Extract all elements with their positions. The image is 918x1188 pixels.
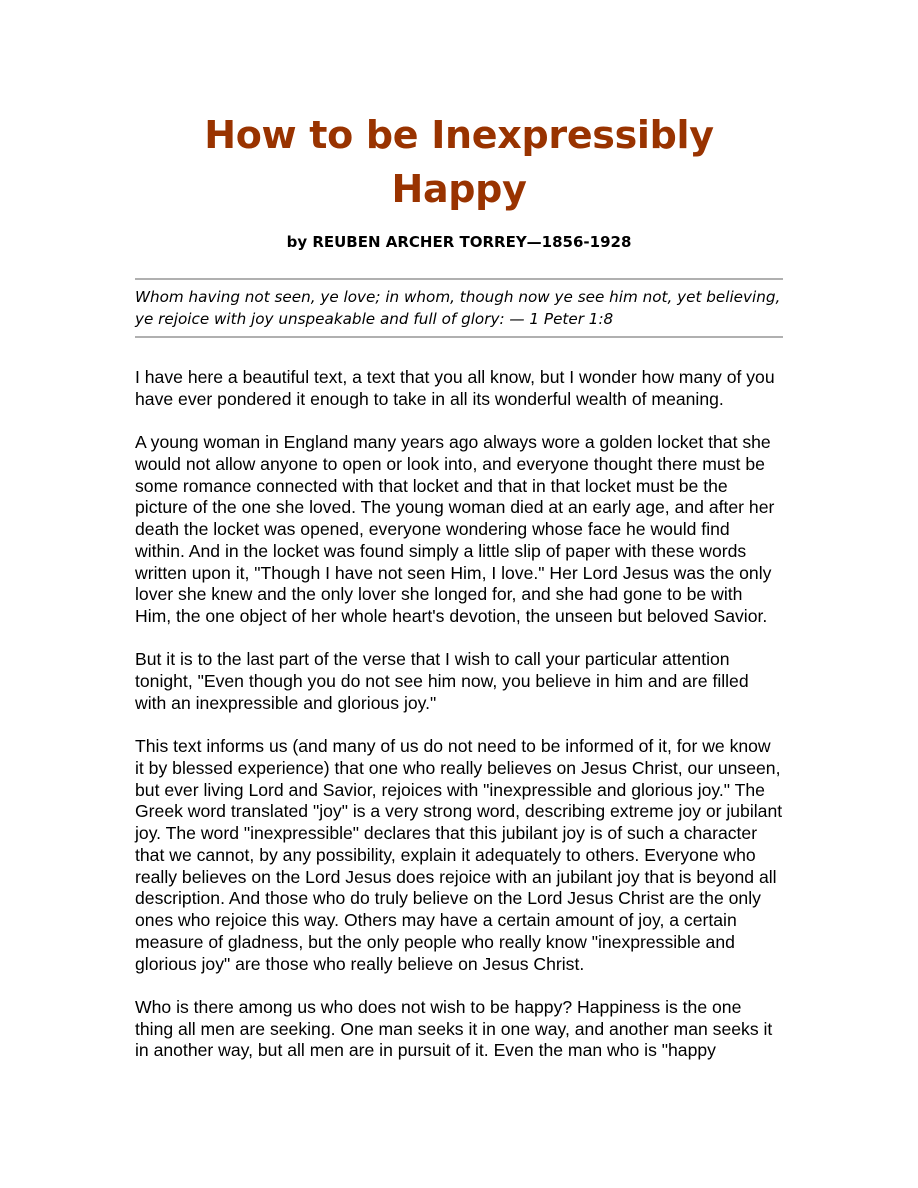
paragraph: I have here a beautiful text, a text that you all know, but I wonder how many of you have ever pondered it enough to take in all its wonderful wealth of meaning. <box>135 367 775 409</box>
paragraph: But it is to the last part of the verse that I wish to call your particular attention tonight, "Even though you do not see him now, you believe in him and are filled with an inexpressible and glorious joy." <box>135 649 749 713</box>
paragraph: This text informs us (and many of us do not need to be informed of it, for we know it by blessed experience) that one who really believes on Jesus Christ, our unseen, but ever living Lord and Savior, rejoices with "inexpressible and glorious joy." The Greek word translated "joy" is a very strong word, describing extreme joy or jubilant joy. The word "inexpressible" declares that this jubilant joy is of such a character that we cannot, by any possibility, explain it adequately to others. Everyone who really believes on the Lord Jesus does rejoice with an jubilant joy that is beyond all description. And those who do truly believe on the Lord Jesus Christ are the only ones who rejoice this way. Others may have a certain amount of joy, a certain measure of gladness, but the only people who really know "inexpressible and glorious joy" are those who really believe on Jesus Christ. <box>135 736 783 974</box>
paragraph: A young woman in England many years ago always wore a golden locket that she would not allow anyone to open or look into, and everyone thought there must be some romance connected with that locket and that in that locket must be the picture of the one she loved. The young woman died at an early age, and after her death the locket was opened, everyone wondering whose face he would find within. And in the locket was found simply a little slip of paper with these words written upon it, "Though I have not seen Him, I love." Her Lord Jesus was the only lover she knew and the only lover she longed for, and she had gone to be with Him, the one object of her whole heart's devotion, the unseen but beloved Savior. <box>135 432 775 626</box>
epigraph-quote: Whom having not seen, ye love; in whom, though now ye see him not, yet believing, ye rejoice with joy unspeakable and full of glory: — 1 Peter 1:8 <box>135 288 781 328</box>
divider-bottom <box>135 336 783 338</box>
author-byline: by REUBEN ARCHER TORREY—1856-1928 <box>286 233 632 251</box>
paragraph: Who is there among us who does not wish to be happy? Happiness is the one thing all men are seeking. One man seeks it in one way, and another man seeks it in another way, but all men are in pursuit of it. Even the man who is "happy <box>135 996 773 1061</box>
divider-top <box>135 278 783 280</box>
document-page <box>135 108 783 1084</box>
article-body <box>135 367 783 1062</box>
page-title: How to be Inexpressibly Happy <box>204 113 714 211</box>
